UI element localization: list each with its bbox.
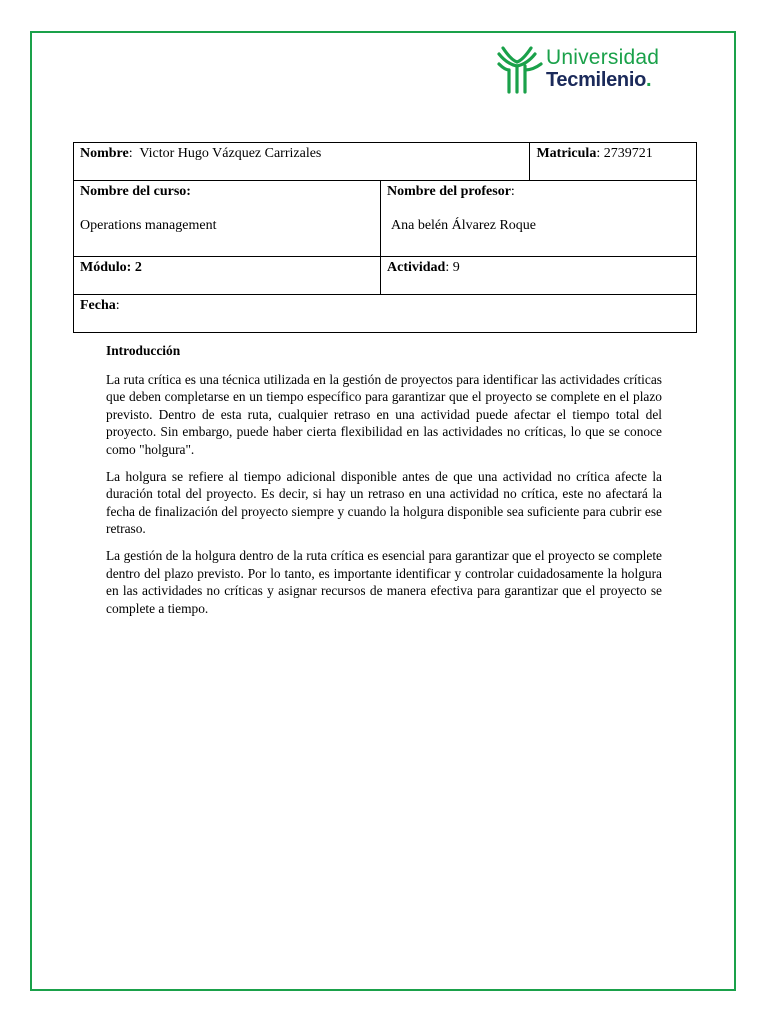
curso-value: Operations management bbox=[80, 218, 217, 233]
tecmilenio-logo-icon bbox=[497, 44, 543, 94]
matricula-cell: Matricula: 2739721 bbox=[530, 143, 697, 181]
matricula-value: 2739721 bbox=[603, 146, 653, 161]
matricula-label: Matricula bbox=[536, 146, 597, 161]
modulo-cell bbox=[74, 257, 381, 295]
modulo-label: Módulo: 2 bbox=[80, 260, 142, 275]
university-logo bbox=[497, 44, 667, 96]
document-body bbox=[106, 342, 662, 626]
section-heading: Introducción bbox=[106, 343, 181, 358]
actividad-cell: Actividad: 9 bbox=[381, 257, 697, 295]
curso-cell bbox=[74, 181, 381, 257]
fecha-label: Fecha bbox=[80, 298, 116, 313]
paragraph: La holgura se refiere al tiempo adicional disponible antes de que una actividad no crítica afecte la duración total del proyecto. Es decir, si hay un retraso en una actividad no crítica, este no afectará la fecha de finalización del proyecto siempre y cuando la holgura disponible sea suficiente para cubrir ese retraso. bbox=[106, 468, 662, 537]
nombre-label: Nombre bbox=[80, 146, 129, 161]
logo-universidad-text: Universidad bbox=[546, 46, 660, 69]
curso-label: Nombre del curso: bbox=[80, 184, 191, 199]
profesor-value: Ana belén Álvarez Roque bbox=[391, 218, 536, 233]
paragraph: La ruta crítica es una técnica utilizada en la gestión de proyectos para identificar las actividades críticas que deben completarse en un tiempo específico para garantizar que el proyecto se complete en el plazo previsto. Dentro de esta ruta, cualquier retraso en una actividad puede afectar el tiempo total del proyecto. Sin embargo, puede haber cierta flexibilidad en las actividades no críticas, lo que se conoce como "holgura". bbox=[106, 371, 662, 457]
logo-tecmilenio-text: Tecmilenio. bbox=[546, 69, 652, 91]
nombre-value: Victor Hugo Vázquez Carrizales bbox=[139, 146, 322, 161]
fecha-cell: Fecha: bbox=[74, 295, 697, 333]
actividad-value: 9 bbox=[452, 260, 460, 275]
actividad-label: Actividad bbox=[387, 260, 446, 275]
profesor-label: Nombre del profesor bbox=[387, 184, 511, 199]
nombre-cell: Nombre: Victor Hugo Vázquez Carrizales bbox=[74, 143, 530, 181]
paragraph: La gestión de la holgura dentro de la ruta crítica es esencial para garantizar que el proyecto se complete dentro del plazo previsto. Por lo tanto, es importante identificar y controlar cuidadosamente la holgura en las actividades no críticas y asignar recursos de manera efectiva para garantizar que el proyecto se complete a tiempo. bbox=[106, 547, 662, 616]
profesor-cell: Nombre del profesor: Ana belén Álvarez Roque bbox=[381, 181, 697, 257]
student-info-table bbox=[73, 142, 697, 333]
